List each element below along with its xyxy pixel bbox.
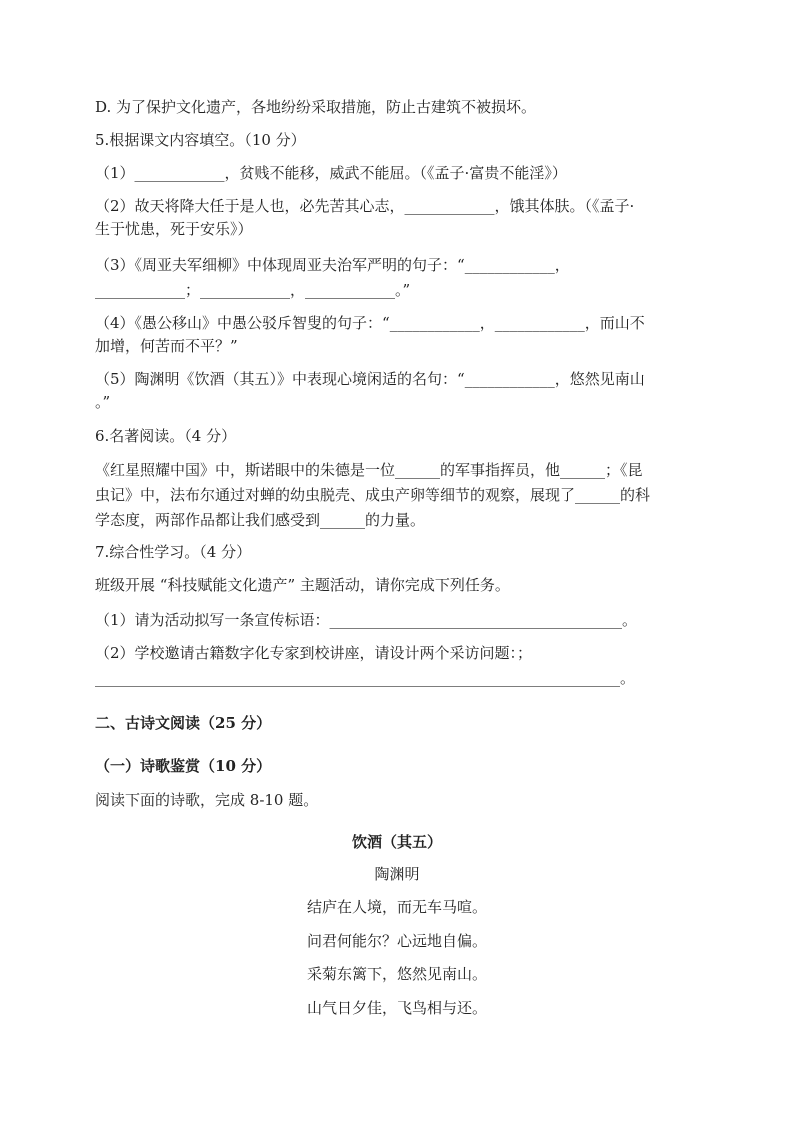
reading-instruction: 阅读下面的诗歌，完成 8-10 题。 [95,791,319,809]
question-5-item-5-cont: 。” [95,393,111,411]
question-7-item-2: （2）学校邀请古籍数字化专家到校讲座，请设计两个采访问题：； [95,644,533,662]
poem-author: 陶渊明 [374,865,420,883]
question-7-intro: 班级开展 “科技赋能文化遗产” 主题活动，请你完成下列任务。 [95,576,510,594]
question-5-item-2: （2）故天将降大任于是人也，必先苦其心志，____________，饿其体肤。（《孟子· [95,197,635,215]
poem-verse: 山气日夕佳，飞鸟相与还。 [306,999,487,1017]
question-5-item-4-cont: 加增，何苦而不平？” [95,337,238,355]
question-7-item-2-blank: ______________________________________________________________________。 [95,669,636,687]
question-5-item-1: （1）____________，贫贱不能移，威武不能屈。（《孟子·富贵不能淫》） [95,164,567,182]
poem-verse: 采菊东篱下，悠然见南山。 [306,965,487,983]
question-6-text-2: 虫记》中，法布尔通过对蝉的幼虫脱壳、成虫产卵等细节的观察，展现了______的科 [95,486,651,504]
question-6-title: 6.名著阅读。（4 分） [95,427,237,445]
poem-verse: 问君何能尔？心远地自偏。 [306,932,487,950]
question-5-item-4: （4）《愚公移山》中愚公驳斥智叟的句子：“____________，____________，而山不 [95,314,645,332]
question-5-item-2-cont: 生于忧患，死于安乐》） [95,220,253,238]
subsection-heading: （一）诗歌鉴赏（10 分） [95,757,272,775]
question-5-item-5: （5）陶渊明《饮酒（其五）》中表现心境闲适的名句：“____________，悠然见南山 [95,370,645,388]
question-5-title: 5.根据课文内容填空。（10 分） [95,131,306,149]
poem-title: 饮酒（其五） [351,833,442,851]
option-d: D. 为了保护文化遗产，各地纷纷采取措施，防止古建筑不被损坏。 [95,98,537,116]
section-2-heading: 二、古诗文阅读（25 分） [95,714,272,732]
question-6-text-1: 《红星照耀中国》中，斯诺眼中的朱德是一位______的军事指挥员，他______；《昆 [95,461,643,479]
question-5-item-3-cont: ____________；____________，____________。” [95,281,411,299]
question-6-text-3: 学态度，两部作品都让我们感受到______的力量。 [95,511,426,529]
poem-verse: 结庐在人境，而无车马喧。 [306,898,487,916]
question-7-item-1: （1）请为活动拟写一条宣传标语：_______________________________________。 [95,611,638,629]
question-7-title: 7.综合性学习。（4 分） [95,543,252,561]
question-5-item-3: （3）《周亚夫军细柳》中体现周亚夫治军严明的句子：“____________， [95,256,570,274]
